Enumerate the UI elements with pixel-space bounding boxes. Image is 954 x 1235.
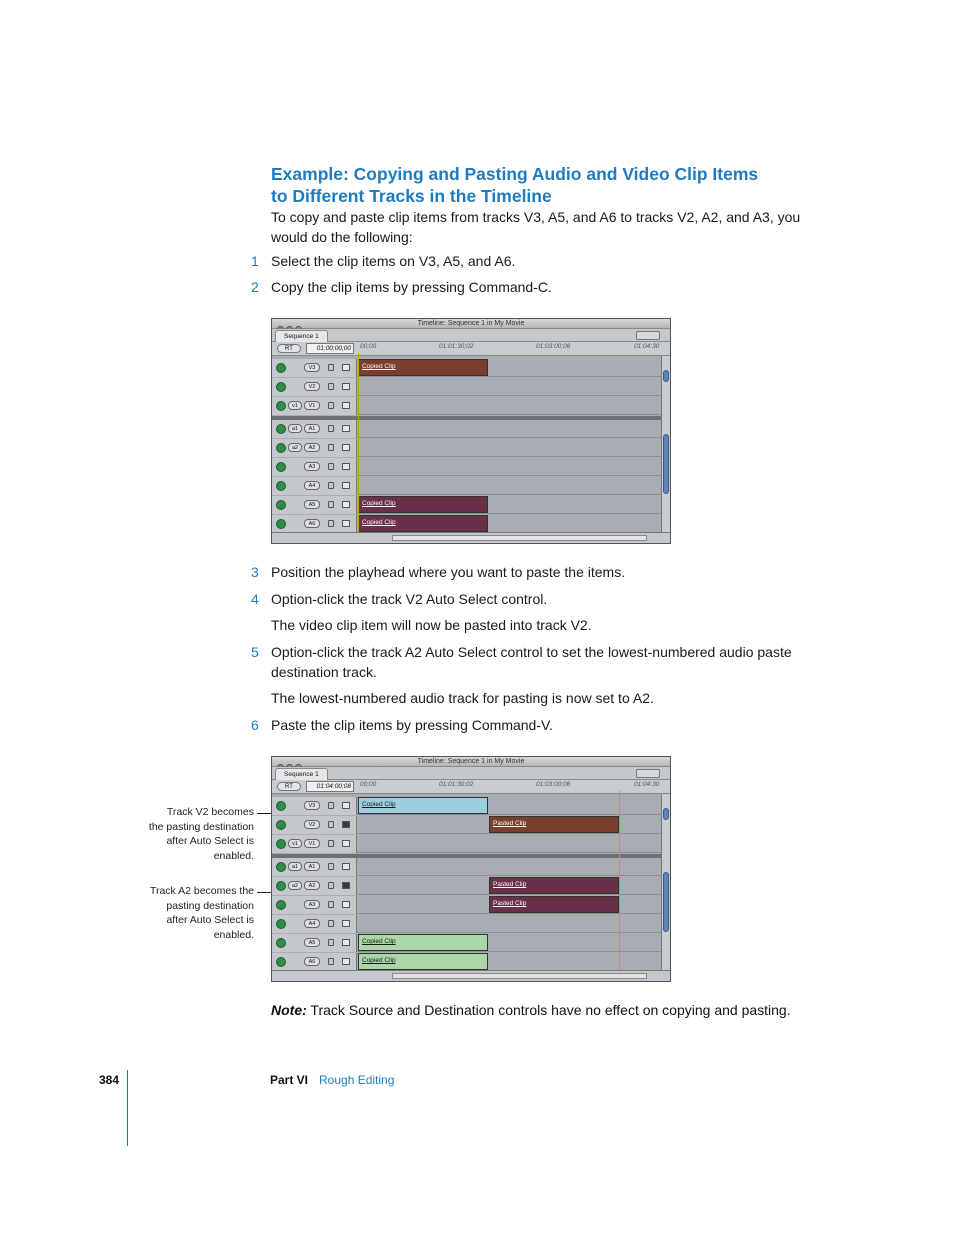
ruler-label: 01:04:30 bbox=[634, 781, 660, 788]
destination-control[interactable]: V1 bbox=[304, 401, 320, 410]
lock-icon[interactable] bbox=[328, 821, 334, 828]
auto-select-control[interactable] bbox=[342, 383, 350, 390]
window-titlebar bbox=[272, 319, 670, 329]
track-a3 bbox=[272, 896, 662, 914]
step-number: 4 bbox=[251, 591, 259, 607]
ruler-label: 01:03:00;06 bbox=[536, 343, 571, 350]
track-visibility-icon[interactable] bbox=[276, 363, 286, 373]
timeline-bottom-bar bbox=[272, 532, 670, 543]
clip-label: Copied Clip bbox=[362, 801, 396, 808]
clip-item[interactable] bbox=[489, 896, 619, 913]
auto-select-control[interactable] bbox=[342, 463, 350, 470]
speaker-icon[interactable] bbox=[276, 500, 286, 510]
ruler-label: 00;00 bbox=[360, 781, 377, 788]
speaker-icon[interactable] bbox=[276, 862, 286, 872]
step-number: 1 bbox=[251, 253, 259, 269]
window-title: Timeline: Sequence 1 in My Movie bbox=[417, 758, 525, 765]
lock-icon[interactable] bbox=[328, 444, 334, 451]
track-v3 bbox=[272, 797, 662, 815]
destination-control[interactable]: V3 bbox=[304, 801, 320, 810]
auto-select-control[interactable] bbox=[342, 901, 350, 908]
rt-menu-button[interactable]: RT bbox=[277, 344, 301, 353]
video-scroll-thumb[interactable] bbox=[663, 808, 669, 820]
intro-paragraph: To copy and paste clip items from tracks V3, A5, and A6 to tracks V2, A2, and A3, you would do the following: bbox=[271, 209, 801, 245]
track-a1 bbox=[272, 420, 662, 438]
track-a2 bbox=[272, 439, 662, 457]
clip-overlay-toggle[interactable] bbox=[636, 331, 660, 340]
track-v3 bbox=[272, 359, 662, 377]
source-control[interactable]: v1 bbox=[288, 839, 302, 848]
tab-sequence-1[interactable]: Sequence 1 bbox=[275, 768, 328, 780]
horizontal-scrollbar[interactable] bbox=[392, 973, 647, 979]
speaker-icon[interactable] bbox=[276, 919, 286, 929]
footer-part: Part VI bbox=[270, 1073, 309, 1087]
horizontal-scrollbar[interactable] bbox=[392, 535, 647, 541]
ruler-label: 01:03:00;06 bbox=[536, 781, 571, 788]
track-a5 bbox=[272, 934, 662, 952]
track-a4 bbox=[272, 915, 662, 933]
destination-control[interactable]: A5 bbox=[304, 500, 320, 509]
lock-icon[interactable] bbox=[328, 402, 334, 409]
audio-scroll-thumb[interactable] bbox=[663, 434, 669, 494]
playhead[interactable] bbox=[619, 791, 620, 971]
clip-item[interactable] bbox=[358, 515, 488, 532]
clip-label: Copied Clip bbox=[362, 363, 396, 370]
track-v1 bbox=[272, 397, 662, 415]
step-number: 3 bbox=[251, 564, 259, 580]
step-text: Option-click the track V2 Auto Select control. bbox=[271, 591, 548, 607]
lock-icon[interactable] bbox=[328, 863, 334, 870]
destination-control[interactable]: A4 bbox=[304, 919, 320, 928]
clip-label: Copied Clip bbox=[362, 957, 396, 964]
track-visibility-icon[interactable] bbox=[276, 401, 286, 411]
heading-line-1: Example: Copying and Pasting Audio and Video Clip Items bbox=[271, 164, 759, 184]
auto-select-control[interactable] bbox=[342, 444, 350, 451]
lock-icon[interactable] bbox=[328, 958, 334, 965]
heading-line-2: to Different Tracks in the Timeline bbox=[271, 186, 552, 206]
lock-icon[interactable] bbox=[328, 520, 334, 527]
window-title: Timeline: Sequence 1 in My Movie bbox=[417, 320, 525, 327]
step-text: Paste the clip items by pressing Command-V. bbox=[271, 717, 553, 733]
lock-icon[interactable] bbox=[328, 425, 334, 432]
destination-control[interactable]: V2 bbox=[304, 382, 320, 391]
auto-select-control[interactable] bbox=[342, 958, 350, 965]
lock-icon[interactable] bbox=[328, 802, 334, 809]
track-a5 bbox=[272, 496, 662, 514]
source-control[interactable]: v1 bbox=[288, 401, 302, 410]
track-a4 bbox=[272, 477, 662, 495]
step-number: 6 bbox=[251, 717, 259, 733]
destination-control[interactable]: A2 bbox=[304, 443, 320, 452]
ruler-label: 01:04:30 bbox=[634, 343, 660, 350]
destination-control[interactable]: A3 bbox=[304, 462, 320, 471]
lock-icon[interactable] bbox=[328, 920, 334, 927]
vertical-scrollbar[interactable] bbox=[661, 356, 670, 542]
auto-select-control[interactable] bbox=[342, 920, 350, 927]
track-v2 bbox=[272, 378, 662, 396]
time-ruler[interactable] bbox=[272, 780, 670, 794]
footer-section: Rough Editing bbox=[319, 1073, 395, 1087]
track-v2 bbox=[272, 816, 662, 834]
ruler-label: 01:01:30;02 bbox=[439, 781, 474, 788]
tab-sequence-1[interactable]: Sequence 1 bbox=[275, 330, 328, 342]
time-ruler[interactable] bbox=[272, 342, 670, 356]
auto-select-control[interactable] bbox=[342, 425, 350, 432]
destination-control[interactable]: A1 bbox=[304, 424, 320, 433]
clip-overlay-toggle[interactable] bbox=[636, 769, 660, 778]
destination-control[interactable]: A5 bbox=[304, 938, 320, 947]
auto-select-control[interactable] bbox=[342, 939, 350, 946]
lock-icon[interactable] bbox=[328, 482, 334, 489]
track-visibility-icon[interactable] bbox=[276, 820, 286, 830]
clip-item[interactable] bbox=[358, 496, 488, 513]
track-a1 bbox=[272, 858, 662, 876]
lock-icon[interactable] bbox=[328, 383, 334, 390]
source-control[interactable]: a1 bbox=[288, 862, 302, 871]
speaker-icon[interactable] bbox=[276, 424, 286, 434]
timeline-bottom-bar bbox=[272, 970, 670, 981]
source-control[interactable]: a2 bbox=[288, 443, 302, 452]
speaker-icon[interactable] bbox=[276, 900, 286, 910]
auto-select-control[interactable] bbox=[342, 840, 350, 847]
speaker-icon[interactable] bbox=[276, 443, 286, 453]
note-label: Note: bbox=[271, 1002, 307, 1018]
auto-select-control[interactable] bbox=[342, 520, 350, 527]
destination-control[interactable]: A1 bbox=[304, 862, 320, 871]
callout-a2: Track A2 becomes the pasting destination after Auto Select is enabled. bbox=[149, 885, 254, 942]
step-text: Option-click the track A2 Auto Select control to set the lowest-numbered audio paste destination track. bbox=[271, 644, 792, 680]
destination-control[interactable]: V2 bbox=[304, 820, 320, 829]
auto-select-control[interactable] bbox=[342, 821, 350, 828]
step-text: Copy the clip items by pressing Command-C. bbox=[271, 279, 552, 295]
playhead[interactable] bbox=[358, 353, 359, 533]
ruler-label: 00;00 bbox=[360, 343, 377, 350]
auto-select-control[interactable] bbox=[342, 802, 350, 809]
lock-icon[interactable] bbox=[328, 364, 334, 371]
speaker-icon[interactable] bbox=[276, 481, 286, 491]
clip-item[interactable] bbox=[358, 797, 488, 814]
auto-select-control[interactable] bbox=[342, 402, 350, 409]
clip-label: Copied Clip bbox=[362, 500, 396, 507]
rt-menu-button[interactable]: RT bbox=[277, 782, 301, 791]
clip-label: Pasted Clip bbox=[493, 900, 527, 907]
track-a6 bbox=[272, 953, 662, 971]
timeline-window-after bbox=[271, 756, 671, 982]
destination-control[interactable]: A6 bbox=[304, 519, 320, 528]
auto-select-control[interactable] bbox=[342, 501, 350, 508]
track-a6 bbox=[272, 515, 662, 533]
lock-icon[interactable] bbox=[328, 901, 334, 908]
timecode-field[interactable]: 01:04:00;08 bbox=[306, 781, 354, 792]
result-text: The video clip item will now be pasted into track V2. bbox=[271, 617, 592, 633]
speaker-icon[interactable] bbox=[276, 519, 286, 529]
destination-control[interactable]: A4 bbox=[304, 481, 320, 490]
speaker-icon[interactable] bbox=[276, 462, 286, 472]
lock-icon[interactable] bbox=[328, 840, 334, 847]
speaker-icon[interactable] bbox=[276, 957, 286, 967]
clip-item[interactable] bbox=[489, 816, 619, 833]
auto-select-control[interactable] bbox=[342, 863, 350, 870]
track-visibility-icon[interactable] bbox=[276, 801, 286, 811]
vertical-scrollbar[interactable] bbox=[661, 794, 670, 980]
track-a2 bbox=[272, 877, 662, 895]
clip-label: Copied Clip bbox=[362, 519, 396, 526]
lock-icon[interactable] bbox=[328, 939, 334, 946]
step-text: Select the clip items on V3, A5, and A6. bbox=[271, 253, 516, 269]
step-number: 5 bbox=[251, 644, 259, 660]
result-text: The lowest-numbered audio track for pasting is now set to A2. bbox=[271, 690, 654, 706]
lock-icon[interactable] bbox=[328, 463, 334, 470]
source-control[interactable]: a2 bbox=[288, 881, 302, 890]
destination-control[interactable]: V3 bbox=[304, 363, 320, 372]
video-scroll-thumb[interactable] bbox=[663, 370, 669, 382]
clip-label: Copied Clip bbox=[362, 938, 396, 945]
clip-item[interactable] bbox=[358, 359, 488, 376]
lock-icon[interactable] bbox=[328, 882, 334, 889]
ruler-label: 01:01:30;02 bbox=[439, 343, 474, 350]
auto-select-control[interactable] bbox=[342, 482, 350, 489]
footer-divider bbox=[127, 1070, 128, 1146]
speaker-icon[interactable] bbox=[276, 938, 286, 948]
speaker-icon[interactable] bbox=[276, 881, 286, 891]
track-v1 bbox=[272, 835, 662, 853]
clip-item[interactable] bbox=[358, 953, 488, 970]
note-text: Track Source and Destination controls have no effect on copying and pasting. bbox=[310, 1002, 791, 1018]
clip-label: Pasted Clip bbox=[493, 881, 527, 888]
clip-item[interactable] bbox=[489, 877, 619, 894]
destination-control[interactable]: A6 bbox=[304, 957, 320, 966]
timecode-field[interactable]: 01:00:00;00 bbox=[306, 343, 354, 354]
audio-scroll-thumb[interactable] bbox=[663, 872, 669, 932]
track-visibility-icon[interactable] bbox=[276, 382, 286, 392]
lock-icon[interactable] bbox=[328, 501, 334, 508]
note bbox=[271, 1000, 791, 1020]
destination-control[interactable]: A2 bbox=[304, 881, 320, 890]
section-heading bbox=[271, 163, 791, 207]
callout-v2: Track V2 becomes the pasting destination after Auto Select is enabled. bbox=[148, 806, 254, 863]
clip-label: Pasted Clip bbox=[493, 820, 527, 827]
step-number: 2 bbox=[251, 279, 259, 295]
track-visibility-icon[interactable] bbox=[276, 839, 286, 849]
window-titlebar bbox=[272, 757, 670, 767]
step-text: Position the playhead where you want to paste the items. bbox=[271, 564, 626, 580]
source-control[interactable]: a1 bbox=[288, 424, 302, 433]
page-number: 384 bbox=[99, 1073, 120, 1087]
timeline-window-before bbox=[271, 318, 671, 544]
destination-control[interactable]: V1 bbox=[304, 839, 320, 848]
auto-select-control[interactable] bbox=[342, 364, 350, 371]
destination-control[interactable]: A3 bbox=[304, 900, 320, 909]
track-a3 bbox=[272, 458, 662, 476]
clip-item[interactable] bbox=[358, 934, 488, 951]
auto-select-control[interactable] bbox=[342, 882, 350, 889]
